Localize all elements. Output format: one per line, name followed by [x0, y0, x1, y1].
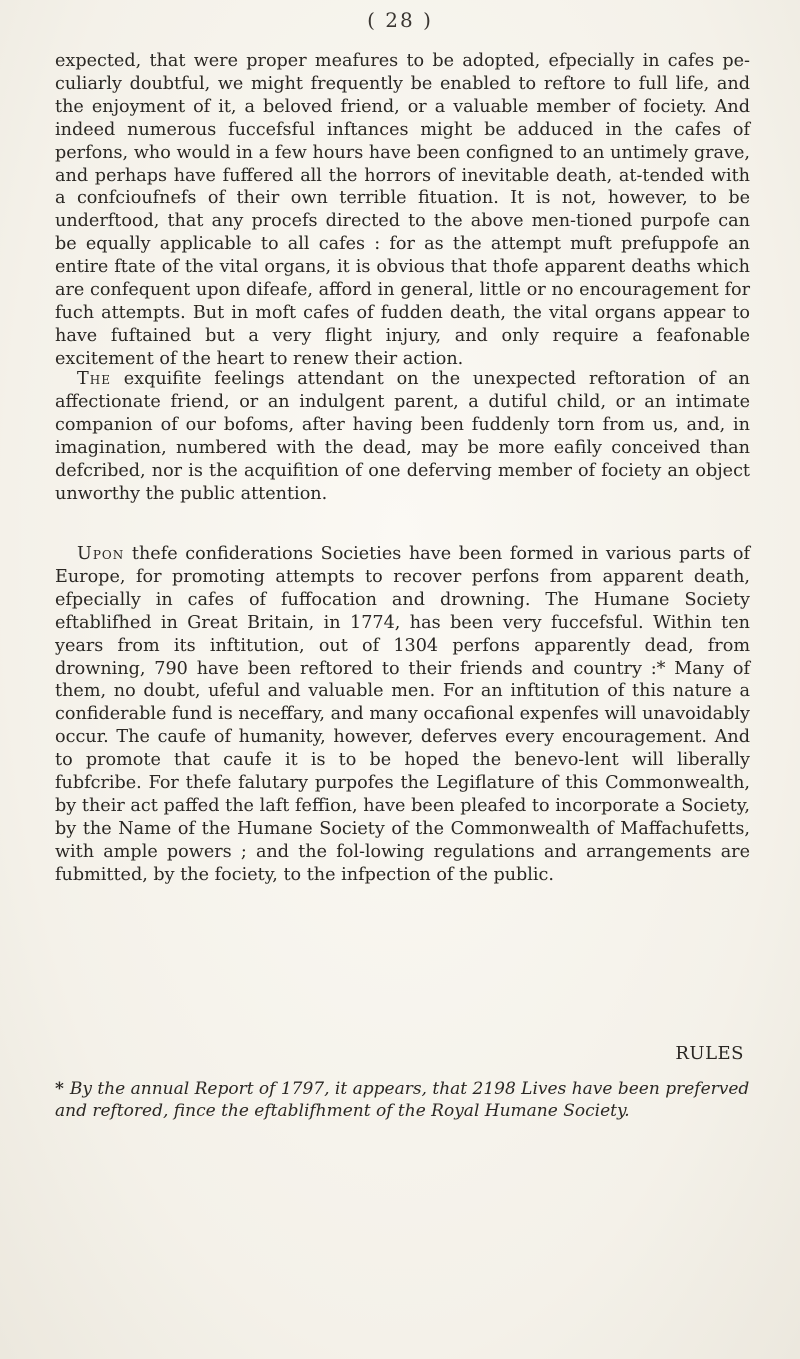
paragraph-1 — [55, 50, 750, 371]
paragraph-2-lead: The — [77, 369, 111, 389]
paragraph-3-lead: Upon — [77, 544, 125, 564]
paragraph-2 — [55, 368, 750, 505]
paragraph-2-text: exquifite feelings attendant on the unexpected reftoration of an affectionate friend, or an indulgent parent, a dutiful child, or an intimate companion of our bofoms, after having been fuddenly torn from us, and, in imagination, numbered with the dead, may be more eafily conceived than defcribed, nor is the acquifition of one deferving member of fociety an object unworthy the public attention. — [55, 369, 750, 504]
paragraph-3 — [55, 543, 750, 887]
footnote-text: By the annual Report of 1797, it appears, that 2198 Lives have been preferved and reftored, fince the eftablifhment of the Royal Humane Society. — [55, 1079, 750, 1121]
paragraph-3-text: thefe confiderations Societies have been formed in various parts of Europe, for promoting attempts to recover perfons from apparent death, efpecially in cafes of fuffocation and drowning. The Humane Society eftablifhed in Great Britain, in 1774, has been very fuccefsful. Within ten years from its inftitution, out of 1304 perfons apparently dead, from drowning, 790 have been reftored to their friends and country :* Many of them, no doubt, ufeful and valuable men. For an inftitution of this nature a confiderable fund is neceffary, and many occafional expenfes will unavoidably occur. The caufe of humanity, however, deferves every encouragement. And to promote that caufe it is to be hoped the benevo-lent will liberally fubfcribe. For thefe falutary purpofes the Legiflature of this Commonwealth, by their act paffed the laft feffion, have been pleafed to incorporate a Society, by the Name of the Humane Society of the Commonwealth of Maffachufetts, with ample powers ; and the fol-lowing regulations and arrangements are fubmitted, by the fociety, to the infpection of the public. — [55, 544, 750, 885]
paragraph-1-text: expected, that were proper meafures to be adopted, efpecially in cafes pe-culiarly doubtful, we might frequently be enabled to reftore to full life, and the enjoyment of it, a beloved friend, or a valuable member of fociety. And indeed numerous fuccefsful inftances might be adduced in the cafes of perfons, who would in a few hours have been configned to an untimely grave, and perhaps have fuffered all the horrors of inevitable death, at-tended with a confcioufnefs of their own terrible fituation. It is not, however, to be underftood, that any procefs directed to the above men-tioned purpofe can be equally applicable to all cafes : for as the attempt muft prefuppofe an entire ftate of the vital organs, it is obvious that thofe apparent deaths which are confequent upon difeafe, afford in general, little or no encouragement for fuch attempts. But in moft cafes of fudden death, the vital organs appear to have fuftained but a very flight injury, and only require a feafonable excitement of the heart to renew their action. — [55, 51, 750, 369]
catchword: RULES — [675, 1043, 744, 1064]
footnote-mark: * — [55, 1079, 64, 1099]
page-number: ( 28 ) — [367, 8, 433, 32]
footnote — [55, 1078, 750, 1122]
